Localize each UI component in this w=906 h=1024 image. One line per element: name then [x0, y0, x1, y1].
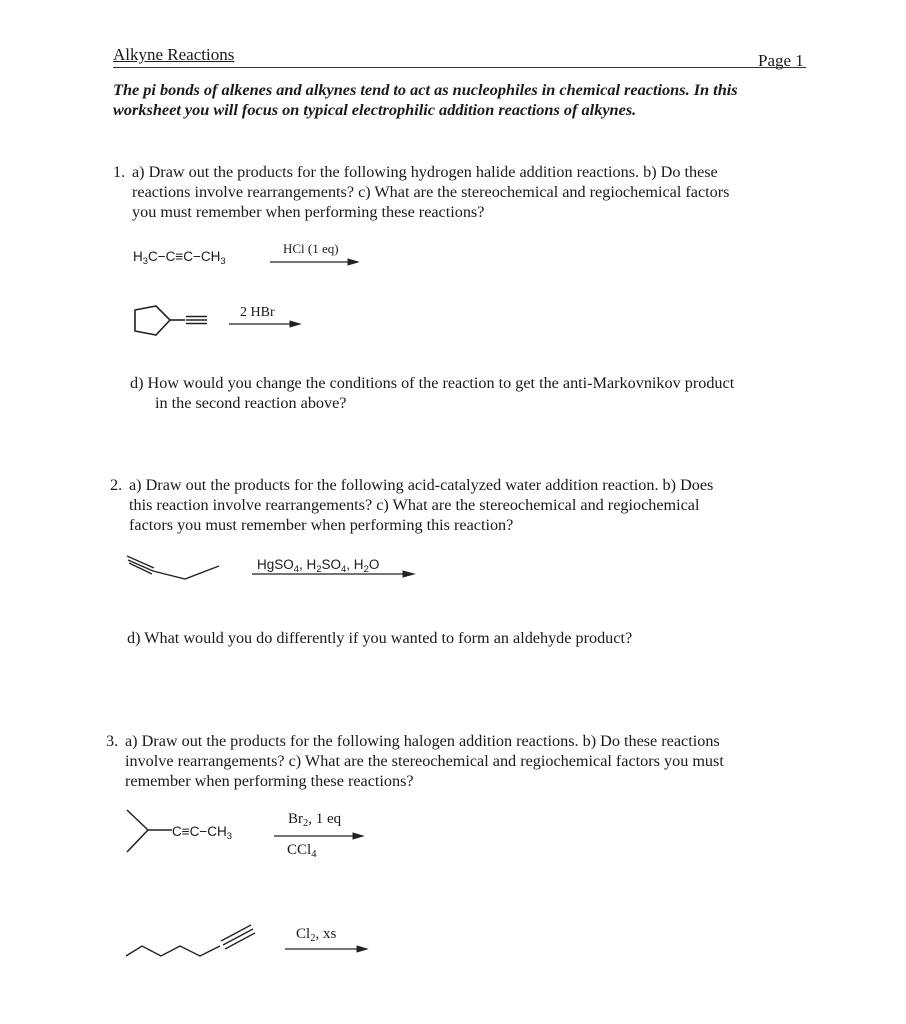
- question-2-number: 2.: [110, 476, 123, 494]
- q1-arrow-2: [229, 320, 304, 330]
- question-3-line-1: a) Draw out the products for the following halogen addition reactions. b) Do these reactions: [125, 732, 720, 750]
- q3-alkyne-skeleton: [124, 924, 259, 960]
- question-1-number: 1.: [113, 163, 126, 181]
- question-3-number: 3.: [106, 732, 119, 750]
- q1-reactant-1: $H_3C-C\equiv C-CH_3$: [133, 249, 226, 267]
- question-1-line-2: reactions involve rearrangements? c) What are the stereochemical and regiochemical factors: [132, 183, 730, 201]
- question-2-part-d: [127, 629, 807, 651]
- question-1-line-1: a) Draw out the products for the following hydrogen halide addition reactions. b) Do these: [132, 163, 718, 181]
- q3-arrow-2: [285, 945, 375, 955]
- intro-paragraph: [113, 80, 803, 120]
- question-3-line-3: remember when performing these reactions?: [125, 772, 414, 790]
- question-3: [106, 732, 806, 792]
- question-1-d-line-2: in the second reaction above?: [155, 394, 347, 412]
- intro-line-1: The pi bonds of alkenes and alkynes tend to act as nucleophiles in chemical reactions. In this: [113, 80, 738, 99]
- q2-reagents: HgSO$_4$, $H_2SO_4$, $H_2O$: [257, 557, 380, 575]
- q3-arrow-1: [274, 832, 369, 842]
- q3-substituent: $C\equiv C-CH_3$: [172, 824, 233, 842]
- question-2: [110, 476, 810, 536]
- question-1: [113, 163, 813, 223]
- q1-reagent-1: HCl (1 eq): [283, 241, 339, 256]
- q3-reagent-2: $Cl_2$, xs: [296, 926, 337, 944]
- question-3-line-2: involve rearrangements? c) What are the stereochemical and regiochemical factors you must: [125, 752, 724, 770]
- worksheet-title: Alkyne Reactions: [113, 45, 235, 64]
- q2-arrow: [252, 570, 417, 580]
- header-rule: [113, 67, 806, 68]
- page-number: Page 1: [758, 51, 804, 70]
- question-1-d-line-1: d) How would you change the conditions of the reaction to get the anti-Markovnikov product: [130, 374, 735, 392]
- question-2-line-1: a) Draw out the products for the following acid-catalyzed water addition reaction. b) Does: [129, 476, 714, 494]
- question-2-line-3: factors you must remember when performing this reaction?: [129, 516, 514, 534]
- q3-reagent-1-top: $Br_2$, 1 eq: [288, 811, 342, 829]
- q1-reagent-2: 2 HBr: [240, 305, 275, 320]
- q3-reagent-1-bottom: CCl$_4$: [287, 842, 317, 860]
- question-1-part-d: [130, 374, 810, 416]
- question-1-line-3: you must remember when performing these reactions?: [132, 203, 485, 221]
- question-2-line-2: this reaction involve rearrangements? c) What are the stereochemical and regiochemical: [129, 496, 700, 514]
- question-2-d-line: d) What would you do differently if you wanted to form an aldehyde product?: [127, 629, 633, 647]
- q1-cyclopentyl-acetylene: [130, 302, 210, 342]
- q3-isopropyl-skeleton: [124, 807, 176, 857]
- q2-butyne-skeleton: [125, 553, 225, 583]
- q1-arrow-1: [270, 258, 360, 268]
- intro-line-2: worksheet you will focus on typical electrophilic addition reactions of alkynes.: [113, 100, 637, 119]
